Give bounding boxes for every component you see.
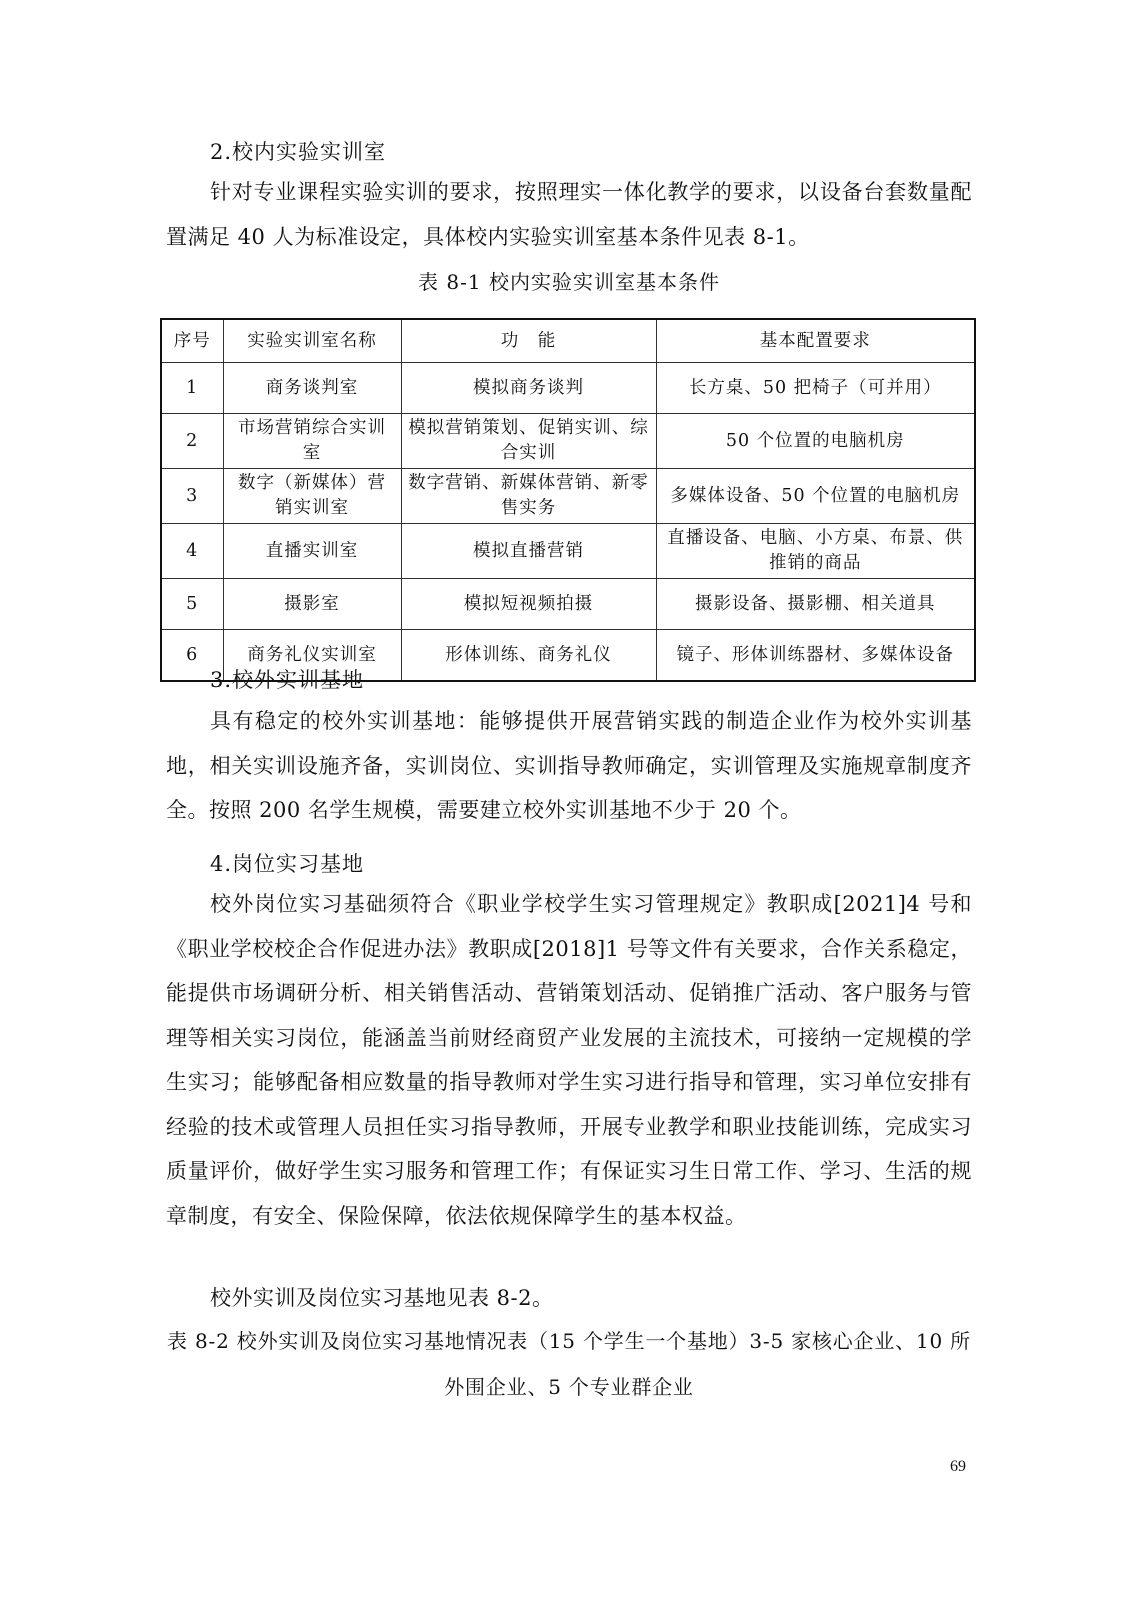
cell-room-name: 摄影室 — [223, 579, 401, 630]
cell-requirements: 50 个位置的电脑机房 — [656, 414, 975, 469]
cell-requirements: 长方桌、50 把椅子（可并用） — [656, 363, 975, 414]
paragraph-lab-rooms: 针对专业课程实验实训的要求，按照理实一体化教学的要求，以设备台套数量配置满足 40 人为标准设定，具体校内实验实训室基本条件见表 8-1。 — [166, 180, 972, 249]
cell-index: 3 — [161, 469, 223, 524]
cell-index: 1 — [161, 363, 223, 414]
cell-requirements: 多媒体设备、50 个位置的电脑机房 — [656, 469, 975, 524]
table-row — [161, 414, 975, 469]
cell-index: 6 — [161, 630, 223, 682]
header-function: 功 能 — [401, 319, 656, 363]
cell-index: 4 — [161, 524, 223, 579]
paragraph-external-base: 具有稳定的校外实训基地：能够提供开展营销实践的制造企业作为校外实训基地，相关实训设施齐备，实训岗位、实训指导教师确定，实训管理及实施规章制度齐全。按照 200 名学生规模，需要建立校外实训基地不少于 20 个。 — [166, 709, 972, 822]
cell-requirements: 摄影设备、摄影棚、相关道具 — [656, 579, 975, 630]
cell-function: 模拟营销策划、促销实训、综合实训 — [401, 414, 656, 469]
table-caption-8-1: 表 8-1 校内实验实训室基本条件 — [418, 270, 720, 294]
header-index: 序号 — [161, 319, 223, 363]
table-row — [161, 524, 975, 579]
lab-conditions-table — [160, 318, 976, 682]
table-row — [161, 579, 975, 630]
header-room-name: 实验实训室名称 — [223, 319, 401, 363]
cell-function: 数字营销、新媒体营销、新零售实务 — [401, 469, 656, 524]
section-heading-internship-base: 4.岗位实习基地 — [210, 852, 365, 876]
cell-room-name: 数字（新媒体）营销实训室 — [223, 469, 401, 524]
cell-room-name: 直播实训室 — [223, 524, 401, 579]
table-row — [161, 469, 975, 524]
cell-room-name: 市场营销综合实训室 — [223, 414, 401, 469]
cell-function: 模拟直播营销 — [401, 524, 656, 579]
section-heading-lab-rooms: 2.校内实验实训室 — [210, 140, 387, 164]
table-header-row — [161, 319, 975, 363]
paragraph-table-reference: 校外实训及岗位实习基地见表 8-2。 — [210, 1286, 554, 1310]
page-number: 69 — [950, 1458, 966, 1475]
cell-function: 模拟短视频拍摄 — [401, 579, 656, 630]
cell-index: 5 — [161, 579, 223, 630]
header-requirements: 基本配置要求 — [656, 319, 975, 363]
section-heading-external-base: 3.校外实训基地 — [210, 668, 365, 692]
cell-requirements: 镜子、形体训练器材、多媒体设备 — [656, 630, 975, 682]
cell-requirements: 直播设备、电脑、小方桌、布景、供推销的商品 — [656, 524, 975, 579]
cell-function: 模拟商务谈判 — [401, 363, 656, 414]
cell-room-name: 商务谈判室 — [223, 363, 401, 414]
paragraph-internship-base: 校外岗位实习基础须符合《职业学校学生实习管理规定》教职成[2021]4 号和《职业学校校企合作促进办法》教职成[2018]1 号等文件有关要求，合作关系稳定，能提供市场调研分析、相关销售活动、营销策划活动、促销推广活动、客户服务与管理等相关实习岗位，能涵盖当前财经商贸产业发展的主流技术，可接纳一定规模的学生实习；能够配备相应数量的指导教师对学生实习进行指导和管理，实习单位安排有经验的技术或管理人员担任实习指导教师，开展专业教学和职业技能训练，完成实习质量评价，做好学生实习服务和管理工作；有保证实习生日常工作、学习、生活的规章制度，有安全、保险保障，依法依规保障学生的基本权益。 — [166, 892, 972, 1228]
cell-function: 形体训练、商务礼仪 — [401, 630, 656, 682]
cell-room-name: 商务礼仪实训室 — [223, 630, 401, 682]
cell-index: 2 — [161, 414, 223, 469]
table-caption-8-2: 表 8-2 校外实训及岗位实习基地情况表（15 个学生一个基地）3-5 家核心企业、10 所外围企业、5 个专业群企业 — [167, 1329, 971, 1399]
table-row — [161, 363, 975, 414]
